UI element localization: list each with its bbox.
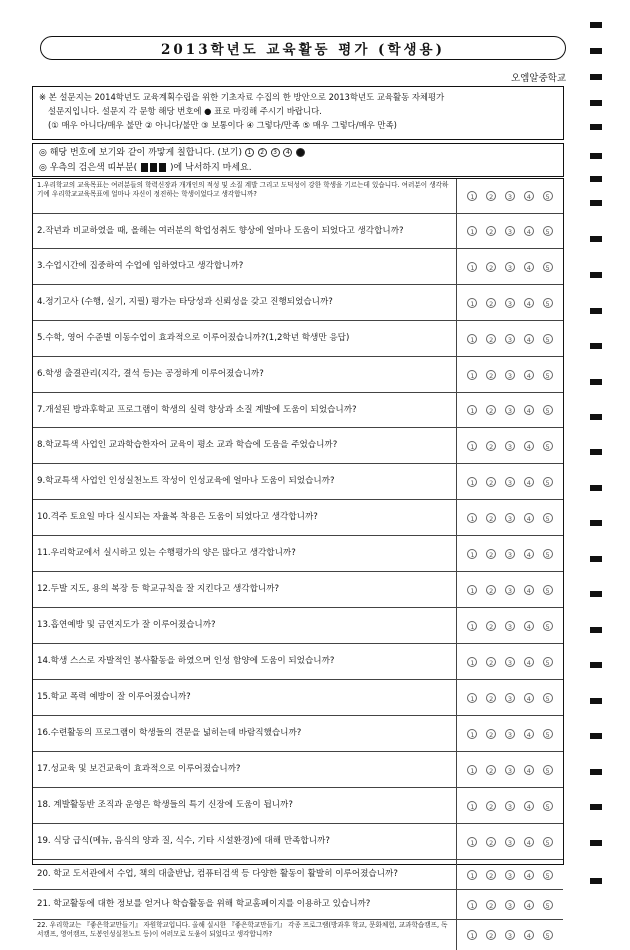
timing-warning-prefix: ◎ 우측의 검은색 띠부분( [39,163,138,173]
answer-bubble-2[interactable]: 2 [486,513,496,523]
answer-bubble-5[interactable]: 5 [543,870,553,880]
timing-mark [590,662,602,668]
question-row [33,680,563,716]
answer-bubble-1[interactable]: 1 [467,930,477,940]
question-text: 17.성교육 및 보건교육이 효과적으로 이루어졌습니까? [33,752,457,787]
answer-bubble-3[interactable]: 3 [505,298,515,308]
answer-bubble-3[interactable]: 3 [505,585,515,595]
timing-mark [590,698,602,704]
timing-mark [590,48,602,54]
question-text: 15.학교 폭력 예방이 잘 이루어졌습니까? [33,680,457,715]
question-text: 12.두발 지도, 용의 복장 등 학교규칙을 잘 지킨다고 생각합니까? [33,572,457,607]
answer-bubble-3[interactable]: 3 [505,930,515,940]
answer-bubble-5[interactable]: 5 [543,298,553,308]
timing-mark [590,308,602,314]
timing-mark [590,591,602,597]
answer-bubble-3[interactable]: 3 [505,334,515,344]
answer-bubble-4[interactable]: 4 [524,621,534,631]
question-text: 13.흡연예방 및 금연지도가 잘 이루어졌습니까? [33,608,457,643]
answer-bubble-2[interactable]: 2 [486,226,496,236]
answer-bubble-2[interactable]: 2 [486,441,496,451]
answer-options [457,752,563,787]
answer-bubble-5[interactable]: 5 [543,441,553,451]
timing-mark [590,124,602,130]
answer-options [457,249,563,284]
timing-mark [590,236,602,242]
answer-bubble-3[interactable]: 3 [505,549,515,559]
answer-options [457,428,563,463]
question-text: 4.정기고사 (수행, 실기, 지필) 평가는 타당성과 신뢰성을 갖고 진행되었습니까? [33,285,457,320]
answer-options [457,608,563,643]
answer-bubble-5[interactable]: 5 [543,585,553,595]
school-name: 오엠알중학교 [510,73,566,84]
answer-bubble-5[interactable]: 5 [543,513,553,523]
answer-bubble-5[interactable]: 5 [543,900,553,910]
answer-bubble-3[interactable]: 3 [505,729,515,739]
answer-bubble-5[interactable]: 5 [543,405,553,415]
question-text: 20. 학교 도서관에서 수업, 책의 대출반납, 컴퓨터검색 등 다양한 활동이 활발히 이루어졌습니까? [33,860,457,889]
answer-bubble-1[interactable]: 1 [467,870,477,880]
answer-bubble-2[interactable]: 2 [486,729,496,739]
question-row [33,179,563,214]
answer-bubble-4[interactable]: 4 [524,370,534,380]
answer-bubble-5[interactable]: 5 [543,801,553,811]
answer-bubble-5[interactable]: 5 [543,693,553,703]
answer-bubble-4[interactable]: 4 [524,765,534,775]
answer-bubble-5[interactable]: 5 [543,334,553,344]
timing-mark [590,379,602,385]
timing-mark [590,343,602,349]
answer-bubble-4[interactable]: 4 [524,801,534,811]
timing-mark [590,520,602,526]
question-row [33,860,563,890]
answer-bubble-2[interactable]: 2 [486,262,496,272]
answer-bubble-2[interactable]: 2 [486,900,496,910]
answer-options [457,536,563,571]
answer-bubble-4[interactable]: 4 [524,191,534,201]
answer-bubble-4[interactable]: 4 [524,262,534,272]
timing-mark [590,272,602,278]
answer-bubble-4[interactable]: 4 [524,441,534,451]
timing-mark [590,804,602,810]
answer-bubble-1[interactable]: 1 [467,900,477,910]
question-row [33,608,563,644]
answer-bubble-1[interactable]: 1 [467,801,477,811]
answer-options [457,357,563,392]
question-row [33,824,563,860]
question-text: 18. 계발활동반 조직과 운영은 학생들의 특기 신장에 도움이 됩니까? [33,788,457,823]
answer-bubble-2[interactable]: 2 [486,585,496,595]
question-text: 21. 학교활동에 대한 정보를 얻거나 학습활동을 위해 학교홈페이지를 이용하고 있습니까? [33,890,457,919]
answer-bubble-2[interactable]: 2 [486,801,496,811]
answer-bubble-4[interactable]: 4 [524,298,534,308]
answer-bubble-2[interactable]: 2 [486,870,496,880]
answer-bubble-1[interactable]: 1 [467,226,477,236]
marking-guide-box [32,143,564,177]
timing-mark [590,176,602,182]
answer-options [457,285,563,320]
question-text: 3.수업시간에 집중하여 수업에 임하였다고 생각합니까? [33,249,457,284]
answer-bubble-4[interactable]: 4 [524,870,534,880]
answer-options [457,920,563,950]
answer-bubble-1[interactable]: 1 [467,693,477,703]
answer-bubble-5[interactable]: 5 [543,370,553,380]
answer-bubble-3[interactable]: 3 [505,621,515,631]
question-row [33,536,563,572]
answer-options [457,716,563,751]
answer-bubble-3[interactable]: 3 [505,513,515,523]
question-text: 8.학교특색 사업인 교과학습한자어 교육이 평소 교과 학습에 도움을 주었습니까? [33,428,457,463]
answer-bubble-1[interactable]: 1 [467,729,477,739]
question-text: 5.수학, 영어 수준별 이동수업이 효과적으로 이루어졌습니까?(1,2학년 학생만 응답) [33,321,457,356]
question-row [33,500,563,536]
answer-bubble-1[interactable]: 1 [467,262,477,272]
answer-bubble-1[interactable]: 1 [467,657,477,667]
timing-warning-suffix: )에 낙서하지 마세요. [169,163,252,173]
answer-options [457,890,563,919]
answer-bubble-3[interactable]: 3 [505,900,515,910]
timing-mark [590,153,602,159]
example-bubble-1: 1 [245,148,254,157]
question-text: 6.학생 출결관리(지각, 결석 등)는 공정하게 이루어졌습니까? [33,357,457,392]
instructions-line-1: ※ 본 설문지는 2014학년도 교육계획수립을 위한 기초자료 수집의 한 방안으로 2013학년도 교육활동 자체평가 [39,92,445,102]
timing-mark [590,733,602,739]
answer-bubble-5[interactable]: 5 [543,262,553,272]
answer-bubble-1[interactable]: 1 [467,585,477,595]
answer-bubble-1[interactable]: 1 [467,191,477,201]
answer-bubble-5[interactable]: 5 [543,477,553,487]
timing-mark [590,485,602,491]
timing-mark [590,449,602,455]
timing-mark [590,22,602,28]
answer-bubble-3[interactable]: 3 [505,191,515,201]
answer-options [457,824,563,859]
timing-mark-warning-line [39,161,557,176]
answer-bubble-3[interactable]: 3 [505,765,515,775]
question-text: 11.우리학교에서 실시하고 있는 수행평가의 양은 많다고 생각합니까? [33,536,457,571]
answer-options [457,214,563,248]
marking-example-text: ◎ 해당 번호에 보기와 같이 까맣게 칠합니다. (보기) [39,148,242,158]
answer-bubble-3[interactable]: 3 [505,262,515,272]
black-bar-icon [150,163,157,172]
marking-example-line [39,146,557,161]
question-text: 9.학교특색 사업인 인성실천노트 작성이 인성교육에 얼마나 도움이 되었습니까? [33,464,457,499]
answer-options [457,500,563,535]
answer-bubble-5[interactable]: 5 [543,621,553,631]
survey-title: 2013학년도 교육활동 평가 (학생용) [161,42,445,58]
timing-mark [590,414,602,420]
answer-bubble-2[interactable]: 2 [486,370,496,380]
answer-bubble-5[interactable]: 5 [543,549,553,559]
instructions-scale-legend: (① 매우 아니다/매우 불만 ② 아니다/불만 ③ 보통이다 ④ 그렇다/만족 ⑤ 매우 그렇다/매우 만족) [48,120,397,130]
answer-bubble-1[interactable]: 1 [467,621,477,631]
question-row [33,214,563,249]
answer-bubble-3[interactable]: 3 [505,657,515,667]
question-row [33,920,563,950]
question-row [33,357,563,393]
answer-bubble-4[interactable]: 4 [524,900,534,910]
question-text: 2.작년과 비교하였을 때, 올해는 여러분의 학업성취도 향상에 얼마나 도움이 되었다고 생각합니까? [33,214,457,248]
question-text: 14.학생 스스로 자발적인 봉사활동을 하였으며 인성 함양에 도움이 되었습니까? [33,644,457,679]
answer-bubble-4[interactable]: 4 [524,585,534,595]
answer-bubble-5[interactable]: 5 [543,226,553,236]
answer-bubble-5[interactable]: 5 [543,657,553,667]
answer-bubble-3[interactable]: 3 [505,226,515,236]
answer-options [457,464,563,499]
answer-bubble-2[interactable]: 2 [486,765,496,775]
answer-bubble-4[interactable]: 4 [524,837,534,847]
answer-options [457,788,563,823]
question-text: 10.격주 토요일 마다 실시되는 자율복 착용은 도움이 되었다고 생각합니까? [33,500,457,535]
answer-bubble-3[interactable]: 3 [505,477,515,487]
timing-mark [590,100,602,106]
answer-bubble-2[interactable]: 2 [486,549,496,559]
answer-bubble-1[interactable]: 1 [467,298,477,308]
black-bar-icon [159,163,166,172]
answer-bubble-4[interactable]: 4 [524,729,534,739]
answer-bubble-5[interactable]: 5 [543,930,553,940]
question-text: 16.수련활동의 프로그램이 학생들의 견문을 넓히는데 바람직했습니까? [33,716,457,751]
question-table [32,178,564,940]
answer-bubble-4[interactable]: 4 [524,513,534,523]
answer-bubble-1[interactable]: 1 [467,549,477,559]
answer-bubble-4[interactable]: 4 [524,405,534,415]
question-row [33,428,563,464]
answer-bubble-5[interactable]: 5 [543,837,553,847]
question-text: 19. 식당 급식(메뉴, 음식의 양과 질, 식수, 기타 시설환경)에 대해 만족합니까? [33,824,457,859]
answer-bubble-1[interactable]: 1 [467,370,477,380]
example-bubble-filled [296,148,305,157]
answer-options [457,393,563,427]
answer-bubble-3[interactable]: 3 [505,441,515,451]
answer-options [457,321,563,356]
answer-bubble-2[interactable]: 2 [486,837,496,847]
answer-bubble-4[interactable]: 4 [524,477,534,487]
survey-title-box [40,36,566,60]
answer-bubble-1[interactable]: 1 [467,334,477,344]
answer-bubble-1[interactable]: 1 [467,765,477,775]
answer-bubble-3[interactable]: 3 [505,370,515,380]
answer-bubble-4[interactable]: 4 [524,930,534,940]
question-text: 1.우리학교의 교육목표는 여러분들의 학력신장과 개개인의 적성 및 소질 계발 그리고 도덕성이 강한 학생을 기르는데 있습니다. 여러분이 생각하기에 우리학교교육목표에 얼마나 자신이 정진하는 학생이었다고 생각합니까? [33,179,457,213]
answer-bubble-4[interactable]: 4 [524,657,534,667]
question-row [33,393,563,428]
question-row [33,644,563,680]
question-row [33,249,563,285]
answer-bubble-4[interactable]: 4 [524,226,534,236]
answer-bubble-1[interactable]: 1 [467,441,477,451]
answer-options [457,179,563,213]
question-row [33,285,563,321]
answer-bubble-5[interactable]: 5 [543,729,553,739]
answer-bubble-4[interactable]: 4 [524,334,534,344]
answer-bubble-4[interactable]: 4 [524,549,534,559]
answer-bubble-3[interactable]: 3 [505,870,515,880]
example-bubble-4: 4 [283,148,292,157]
answer-bubble-2[interactable]: 2 [486,298,496,308]
answer-bubble-3[interactable]: 3 [505,801,515,811]
question-row [33,788,563,824]
timing-mark [590,200,602,206]
answer-bubble-2[interactable]: 2 [486,405,496,415]
instructions-line-2: 설문지입니다. 설문지 각 문항 해당 번호에 ● 표로 마킹해 주시기 바랍니다. [48,106,322,116]
question-text: 22. 우리학교는 『좋은학교만들기』 자원학교입니다. 올해 실시한 『좋은학교만들기』 각종 프로그램(방과후 학교, 문화체험, 교과학습캠프, 독서캠프, 영어캠프, 도봉인성실천노트 등)이 여러모로 도움이 되었다고 생각합니까? [33,920,457,950]
answer-bubble-2[interactable]: 2 [486,657,496,667]
answer-options [457,680,563,715]
answer-bubble-1[interactable]: 1 [467,513,477,523]
answer-bubble-2[interactable]: 2 [486,334,496,344]
answer-bubble-2[interactable]: 2 [486,930,496,940]
question-row [33,572,563,608]
answer-options [457,860,563,889]
answer-bubble-1[interactable]: 1 [467,405,477,415]
answer-bubble-5[interactable]: 5 [543,765,553,775]
answer-bubble-3[interactable]: 3 [505,405,515,415]
answer-bubble-4[interactable]: 4 [524,693,534,703]
question-row [33,321,563,357]
timing-mark [590,556,602,562]
answer-bubble-1[interactable]: 1 [467,477,477,487]
question-row [33,716,563,752]
timing-mark [590,840,602,846]
answer-bubble-2[interactable]: 2 [486,693,496,703]
black-bar-icon [141,163,148,172]
answer-bubble-3[interactable]: 3 [505,693,515,703]
timing-mark [590,627,602,633]
timing-mark [590,769,602,775]
answer-options [457,644,563,679]
answer-bubble-2[interactable]: 2 [486,621,496,631]
answer-bubble-1[interactable]: 1 [467,837,477,847]
example-bubble-2: 2 [258,148,267,157]
instructions-box [32,86,564,140]
answer-bubble-5[interactable]: 5 [543,191,553,201]
question-row [33,752,563,788]
question-row [33,890,563,920]
question-text: 7.개설된 방과후학교 프로그램이 학생의 실력 향상과 소질 계발에 도움이 되었습니까? [33,393,457,427]
answer-bubble-2[interactable]: 2 [486,477,496,487]
example-bubble-3: 3 [271,148,280,157]
answer-bubble-2[interactable]: 2 [486,191,496,201]
timing-mark [590,878,602,884]
question-row [33,464,563,500]
answer-bubble-3[interactable]: 3 [505,837,515,847]
answer-options [457,572,563,607]
timing-mark [590,74,602,80]
